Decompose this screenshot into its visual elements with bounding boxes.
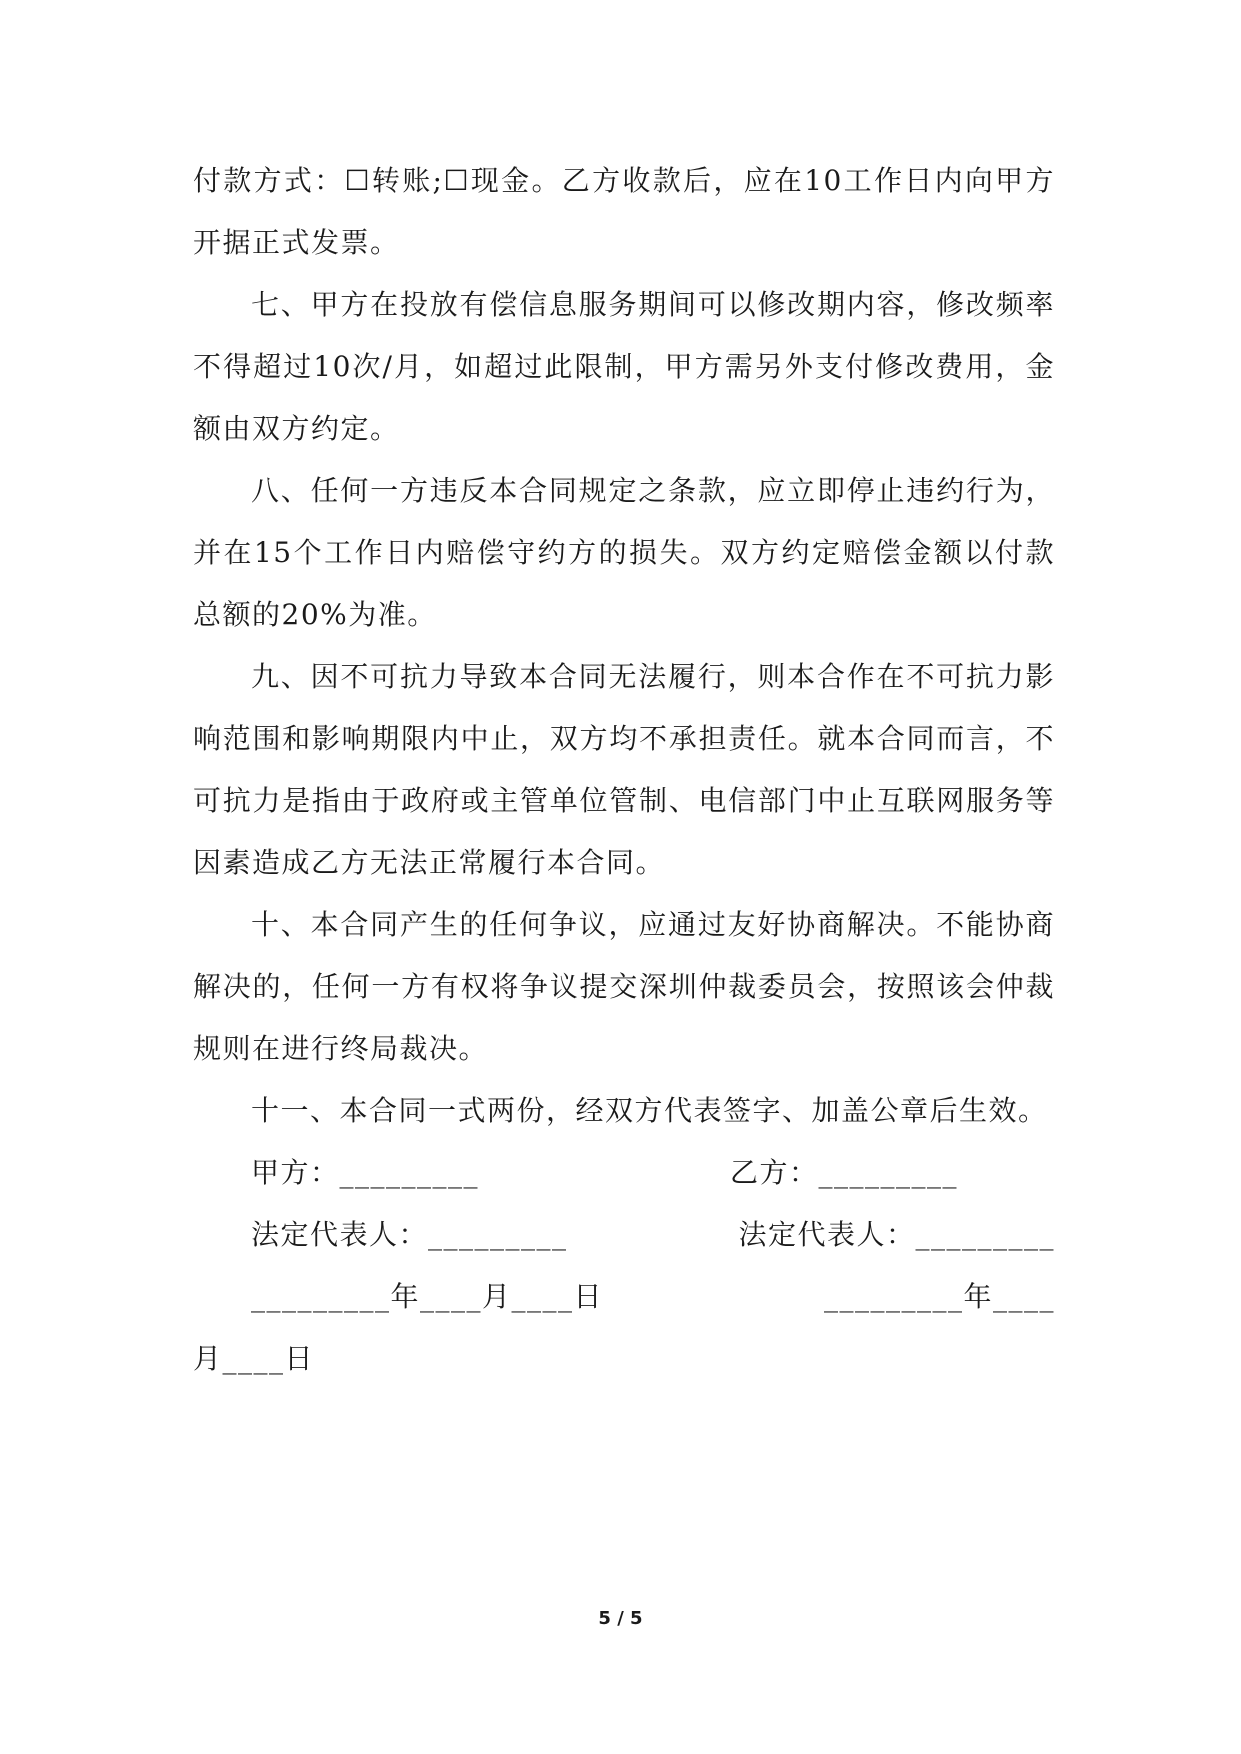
date-b-label: _________年____ [823, 1280, 1055, 1313]
party-a-label: 甲方：_________ [251, 1156, 480, 1189]
page-number: 5 / 5 [598, 1608, 643, 1629]
date-a-label: _________年____月____日 [251, 1280, 604, 1313]
signature-date-row [193, 1266, 1055, 1328]
clause-7-paragraph: 七、甲方在投放有偿信息服务期间可以修改期内容，修改频率不得超过10次/月，如超过此限制，甲方需另外支付修改费用，金额由双方约定。 [193, 288, 1055, 445]
clause-9-paragraph: 九、因不可抗力导致本合同无法履行，则本合作在不可抗力影响范围和影响期限内中止，双方均不承担责任。就本合同而言，不可抗力是指由于政府或主管单位管制、电信部门中止互联网服务等因素造成乙方无法正常履行本合同。 [193, 660, 1055, 879]
rep-b-label: 法定代表人：_________ [738, 1218, 1055, 1251]
signature-party-row [193, 1142, 1055, 1204]
party-b-label: 乙方：_________ [730, 1156, 959, 1189]
rep-a-label: 法定代表人：_________ [251, 1218, 568, 1251]
signature-rep-row [193, 1204, 1055, 1266]
clause-8-paragraph: 八、任何一方违反本合同规定之条款，应立即停止违约行为，并在15个工作日内赔偿守约方的损失。双方约定赔偿金额以付款总额的20%为准。 [193, 474, 1055, 631]
clause-11-paragraph: 十一、本合同一式两份，经双方代表签字、加盖公章后生效。 [251, 1094, 1048, 1127]
date-b-continuation: 月____日 [193, 1342, 315, 1375]
document-body [193, 150, 1055, 1390]
payment-method-paragraph: 付款方式：☐转账;☐现金。乙方收款后，应在10工作日内向甲方开据正式发票。 [193, 164, 1055, 259]
signature-date-continuation-row [193, 1328, 1055, 1390]
clause-10-paragraph: 十、本合同产生的任何争议，应通过友好协商解决。不能协商解决的，任何一方有权将争议提交深圳仲裁委员会，按照该会仲裁规则在进行终局裁决。 [193, 908, 1055, 1065]
